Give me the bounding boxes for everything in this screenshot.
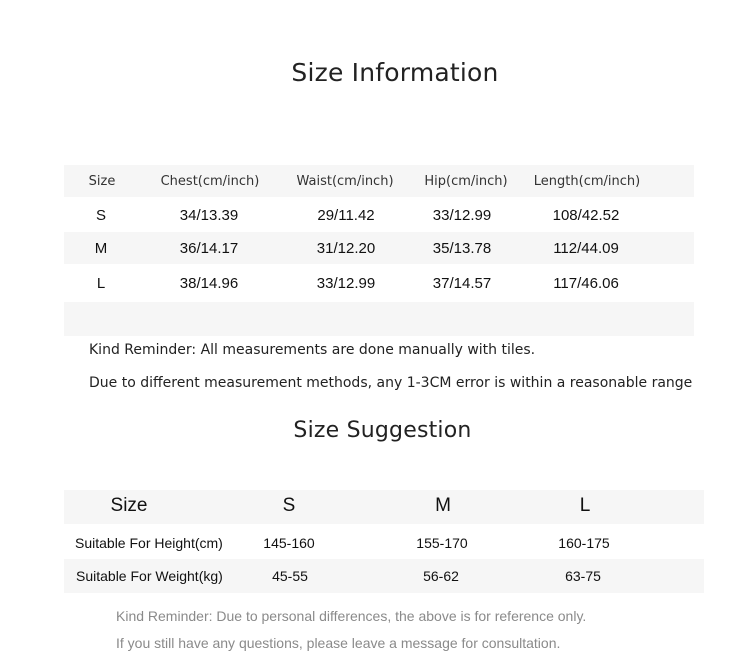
waist-cell: 33/12.99 [316, 275, 376, 292]
size-suggestion-title: Size Suggestion [293, 418, 472, 443]
chest-cell: 34/13.39 [179, 207, 239, 224]
suggestion-header-row [64, 491, 704, 521]
header-l: L [579, 495, 591, 516]
header-hip: Hip(cm/inch) [424, 174, 508, 189]
height-l-cell: 160-175 [558, 535, 610, 551]
header-waist: Waist(cm/inch) [296, 174, 394, 189]
length-cell: 112/44.09 [553, 240, 619, 257]
height-s-cell: 145-160 [263, 535, 315, 551]
waist-cell: 29/11.42 [317, 207, 375, 224]
length-cell: 117/46.06 [553, 275, 619, 292]
measurement-reminder: Kind Reminder: All measurements are done manually with tiles. [89, 342, 536, 358]
reference-reminder: Kind Reminder: Due to personal differences, the above is for reference only. [116, 608, 587, 624]
consultation-note: If you still have any questions, please leave a message for consultation. [116, 635, 561, 651]
weight-s-cell: 45-55 [272, 568, 308, 584]
table-row [64, 201, 694, 231]
size-cell: L [96, 275, 106, 292]
weight-l-cell: 63-75 [565, 568, 601, 584]
header-size: Size [88, 174, 116, 189]
header-s: S [282, 495, 296, 516]
size-information-title: Size Information [291, 58, 499, 87]
error-range-note: Due to different measurement methods, any 1-3CM error is within a reasonable range [89, 375, 693, 391]
table-header-row [64, 167, 694, 197]
weight-label: Suitable For Weight(kg) [76, 568, 223, 584]
hip-cell: 35/13.78 [432, 240, 492, 257]
height-label: Suitable For Height(cm) [75, 535, 223, 551]
header-size: Size [110, 495, 148, 516]
hip-cell: 33/12.99 [432, 207, 492, 224]
header-m: M [435, 495, 451, 516]
chest-cell: 38/14.96 [179, 275, 239, 292]
chest-cell: 36/14.17 [179, 240, 239, 257]
hip-cell: 37/14.57 [432, 275, 492, 292]
header-chest: Chest(cm/inch) [160, 174, 260, 189]
header-length: Length(cm/inch) [533, 174, 641, 189]
table-empty-band [64, 302, 694, 336]
weight-m-cell: 56-62 [423, 568, 459, 584]
table-row [64, 528, 704, 558]
length-cell: 108/42.52 [552, 207, 620, 224]
size-cell: S [95, 207, 106, 224]
waist-cell: 31/12.20 [316, 240, 376, 257]
table-row [64, 234, 694, 264]
height-m-cell: 155-170 [416, 535, 468, 551]
table-row [64, 269, 694, 299]
table-row [64, 561, 704, 591]
size-cell: M [94, 240, 108, 257]
